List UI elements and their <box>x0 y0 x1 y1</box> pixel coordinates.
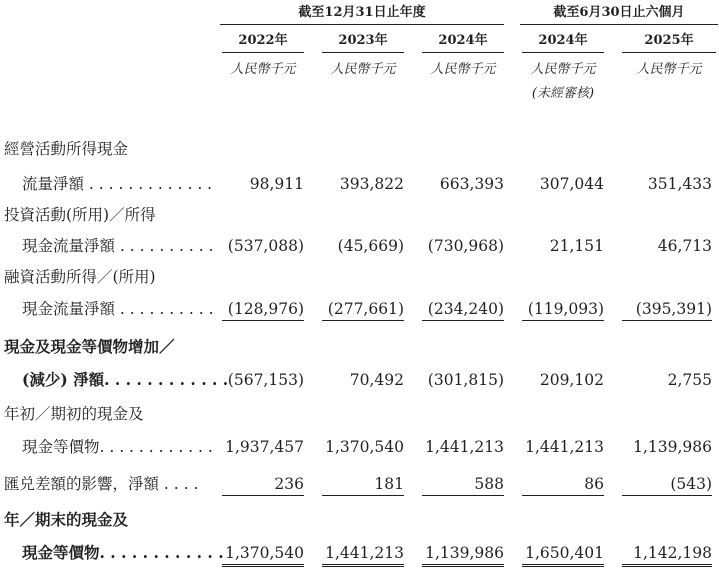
row-label: 匯兑差額的影響，淨額 . . . . <box>4 475 199 493</box>
year-header-2024-h1: 2024年 <box>522 32 604 53</box>
row-label: 現金流量淨額 . . . . . . . . . . <box>22 237 214 255</box>
cell-value: (301,815) <box>427 371 504 389</box>
cell-value: 1,441,213 <box>425 438 504 456</box>
header-six-months-ended: 截至6月30日止六個月 <box>520 4 718 25</box>
cell-value: 663,393 <box>439 175 504 193</box>
cell-value: 1,937,457 <box>225 438 304 456</box>
cell-value: 1,441,213 <box>525 438 604 456</box>
cell-value: (119,093) <box>522 298 604 321</box>
cell-value: 1,139,986 <box>422 542 504 567</box>
cell-value: 86 <box>522 473 604 496</box>
cell-value: (234,240) <box>422 298 504 321</box>
year-header-2025-h1: 2025年 <box>622 32 716 53</box>
cell-value: 2,755 <box>667 371 712 389</box>
cell-value: 1,139,986 <box>633 438 712 456</box>
year-header-2022: 2022年 <box>222 32 304 53</box>
cell-value: (567,153) <box>227 371 304 389</box>
cell-value: 1,142,198 <box>622 542 712 567</box>
unit-label: 人民幣千元 <box>530 62 596 77</box>
cell-value: 588 <box>422 473 504 496</box>
cell-value: 1,441,213 <box>322 542 404 567</box>
row-label: 年初／期初的現金及 <box>4 405 144 423</box>
cell-value: 307,044 <box>539 175 604 193</box>
cell-value: 98,911 <box>249 175 304 193</box>
row-label: 現金流量淨額 . . . . . . . . . . <box>22 300 214 318</box>
cell-value: (128,976) <box>222 298 304 321</box>
unit-label: 人民幣千元 <box>430 62 496 77</box>
cell-value: 351,433 <box>647 175 712 193</box>
row-label: 投資活動(所用)／所得 <box>4 206 156 224</box>
cell-value: (543) <box>622 473 712 496</box>
cell-value: (277,661) <box>322 298 404 321</box>
cell-value: 393,822 <box>339 175 404 193</box>
cell-value: 46,713 <box>657 237 712 255</box>
row-label: 現金等價物. . . . . . . . . . . . <box>22 438 213 456</box>
unaudited-label: (未經審核) <box>531 86 595 101</box>
row-label: 年／期末的現金及 <box>4 510 129 529</box>
row-label: 融資活動所得／(所用) <box>4 268 156 286</box>
cell-value: 236 <box>222 473 304 496</box>
row-label: 經營活動所得現金 <box>4 140 129 158</box>
cell-value: 181 <box>322 473 404 496</box>
row-label: 流量淨額 . . . . . . . . . . . . . <box>22 175 213 193</box>
cell-value: 21,151 <box>549 237 604 255</box>
unit-label: 人民幣千元 <box>330 62 396 77</box>
cell-value: 70,492 <box>349 371 404 389</box>
row-label: 現金等價物. . . . . . . . . . . . <box>22 543 224 562</box>
year-header-2024: 2024年 <box>422 32 504 53</box>
row-label: 現金及現金等價物增加／ <box>4 337 175 356</box>
cell-value: (730,968) <box>427 237 504 255</box>
header-year-ended: 截至12月31日止年度 <box>220 4 504 25</box>
cell-value: 209,102 <box>539 371 604 389</box>
cell-value: 1,370,540 <box>222 542 304 567</box>
unit-label: 人民幣千元 <box>230 62 296 77</box>
cell-value: (45,669) <box>337 237 404 255</box>
unit-label: 人民幣千元 <box>636 62 702 77</box>
cell-value: (537,088) <box>227 237 304 255</box>
year-header-2023: 2023年 <box>322 32 404 53</box>
cell-value: 1,370,540 <box>325 438 404 456</box>
cell-value: 1,650,401 <box>522 542 604 567</box>
row-label: (減少) 淨額. . . . . . . . . . . . <box>22 370 229 389</box>
cell-value: (395,391) <box>622 298 712 321</box>
